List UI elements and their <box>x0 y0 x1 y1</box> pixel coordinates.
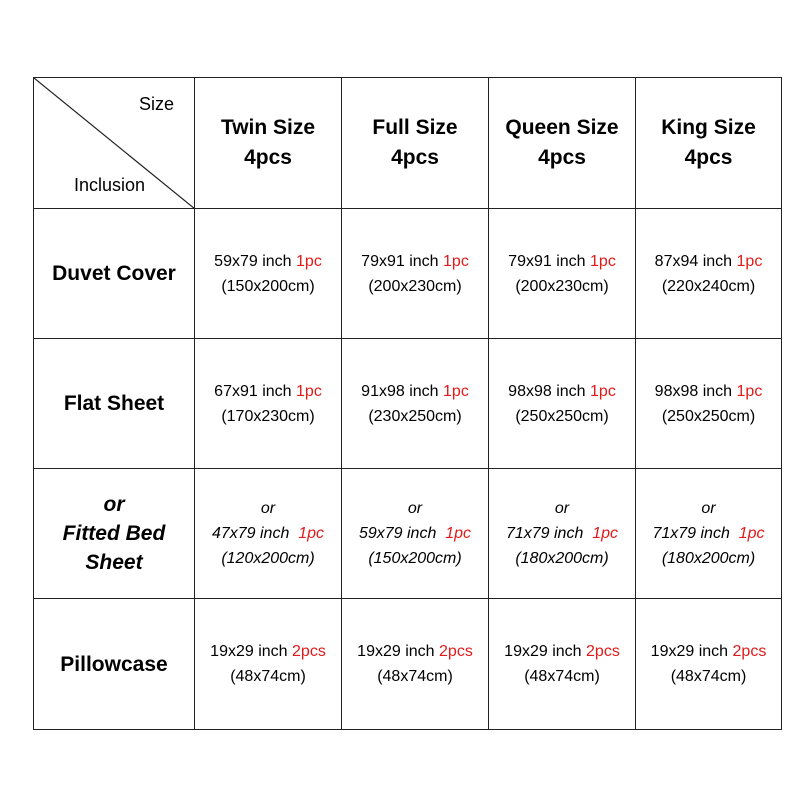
corner-inclusion-label: Inclusion <box>74 175 146 195</box>
metric-size: (250x250cm) <box>661 407 756 425</box>
inch-size: 19x29 inch <box>357 643 440 660</box>
quantity: 1pc <box>296 252 322 270</box>
metric-size: (48x74cm) <box>670 668 747 685</box>
column-piece-count: 4pcs <box>684 146 733 169</box>
quantity: 1pc <box>590 382 616 400</box>
inch-size: 71x79 inch <box>652 525 739 542</box>
metric-size: (180x200cm) <box>515 550 609 567</box>
row-flat-sheet <box>34 339 782 469</box>
quantity: 2pcs <box>439 643 473 660</box>
cell-fitted-queen <box>489 469 636 599</box>
cell-duvet-twin <box>195 209 342 339</box>
cell-duvet-full <box>342 209 489 339</box>
metric-size: (150x200cm) <box>221 277 315 295</box>
metric-size: (48x74cm) <box>230 668 306 685</box>
fitted-label-line2: Sheet <box>85 551 143 574</box>
column-title: Full Size <box>372 116 458 139</box>
cell-fitted-king <box>636 469 782 599</box>
inch-size: 91x98 inch <box>361 382 444 400</box>
dimension-line <box>195 521 341 546</box>
row-duvet-cover <box>34 209 782 339</box>
column-header-twin <box>195 78 342 209</box>
dimension-line <box>489 379 635 404</box>
quantity: 1pc <box>443 382 469 400</box>
column-piece-count: 4pcs <box>391 146 439 169</box>
inch-size: 19x29 inch <box>650 643 733 660</box>
dimension-line <box>636 379 781 404</box>
quantity: 1pc <box>592 525 619 542</box>
cell-flat-queen <box>489 339 636 469</box>
or-label: or <box>407 500 423 517</box>
dimension-line <box>489 249 635 274</box>
fitted-label-line1: Fitted Bed <box>62 522 166 545</box>
quantity: 2pcs <box>292 643 326 660</box>
row-header-duvet-cover: Duvet Cover <box>34 209 195 339</box>
corner-cell <box>34 78 195 209</box>
dimension-line <box>636 639 781 664</box>
cell-fitted-twin <box>195 469 342 599</box>
cell-pillow-queen <box>489 599 636 730</box>
cell-duvet-queen <box>489 209 636 339</box>
metric-size: (120x200cm) <box>221 550 315 567</box>
metric-size: (180x200cm) <box>661 550 756 567</box>
column-piece-count: 4pcs <box>244 146 292 169</box>
inch-size: 79x91 inch <box>361 252 444 270</box>
column-header-full <box>342 78 489 209</box>
cell-flat-twin <box>195 339 342 469</box>
cell-fitted-full <box>342 469 489 599</box>
metric-size: (48x74cm) <box>377 668 453 685</box>
metric-size: (48x74cm) <box>524 668 600 685</box>
quantity: 1pc <box>590 252 616 270</box>
dimension-line <box>342 521 488 546</box>
quantity: 1pc <box>736 382 763 400</box>
column-title: Twin Size <box>220 116 316 139</box>
inch-size: 59x79 inch <box>358 525 446 542</box>
inch-size: 47x79 inch <box>211 525 299 542</box>
or-label: or <box>554 500 570 517</box>
quantity: 2pcs <box>732 643 767 660</box>
inch-size: 71x79 inch <box>505 525 593 542</box>
column-piece-count: 4pcs <box>538 146 586 169</box>
inch-size: 19x29 inch <box>504 643 587 660</box>
quantity: 1pc <box>738 525 765 542</box>
cell-pillow-full <box>342 599 489 730</box>
dimension-line <box>195 639 341 664</box>
dimension-line <box>195 379 341 404</box>
quantity: 1pc <box>736 252 763 270</box>
size-table <box>33 77 782 730</box>
quantity: 1pc <box>443 252 469 270</box>
quantity: 2pcs <box>586 643 620 660</box>
dimension-line <box>489 521 635 546</box>
cell-flat-full <box>342 339 489 469</box>
row-header-flat-sheet: Flat Sheet <box>34 339 195 469</box>
column-title: Queen Size <box>505 116 619 139</box>
inch-size: 98x98 inch <box>508 382 591 400</box>
metric-size: (220x240cm) <box>661 277 756 295</box>
quantity: 1pc <box>445 525 472 542</box>
corner-size-label: Size <box>138 94 174 114</box>
metric-size: (150x200cm) <box>368 550 462 567</box>
or-label: or <box>701 500 716 517</box>
row-header-fitted-sheet <box>34 469 195 599</box>
dimension-line <box>636 521 781 546</box>
metric-size: (230x250cm) <box>368 407 462 425</box>
dimension-line <box>342 379 488 404</box>
cell-duvet-king <box>636 209 782 339</box>
quantity: 1pc <box>298 525 325 542</box>
cell-pillow-king <box>636 599 782 730</box>
dimension-line <box>636 249 781 274</box>
dimension-line <box>342 639 488 664</box>
metric-size: (200x230cm) <box>515 277 609 295</box>
inch-size: 98x98 inch <box>654 382 737 400</box>
metric-size: (250x250cm) <box>515 407 609 425</box>
header-row <box>34 78 782 209</box>
dimension-line <box>195 249 341 274</box>
inch-size: 79x91 inch <box>508 252 591 270</box>
inch-size: 59x79 inch <box>214 252 297 270</box>
column-title: King Size <box>661 116 756 139</box>
or-label: or <box>260 500 276 517</box>
cell-flat-king <box>636 339 782 469</box>
column-header-queen <box>489 78 636 209</box>
row-pillowcase <box>34 599 782 730</box>
row-header-pillowcase: Pillowcase <box>34 599 195 730</box>
quantity: 1pc <box>296 382 322 400</box>
cell-pillow-twin <box>195 599 342 730</box>
dimension-line <box>342 249 488 274</box>
or-label: or <box>103 493 125 516</box>
inch-size: 87x94 inch <box>654 252 737 270</box>
dimension-line <box>489 639 635 664</box>
inch-size: 19x29 inch <box>210 643 293 660</box>
metric-size: (200x230cm) <box>368 277 462 295</box>
bedding-size-chart <box>33 77 781 729</box>
metric-size: (170x230cm) <box>221 407 315 425</box>
inch-size: 67x91 inch <box>214 382 297 400</box>
column-header-king <box>636 78 782 209</box>
row-fitted-sheet <box>34 469 782 599</box>
